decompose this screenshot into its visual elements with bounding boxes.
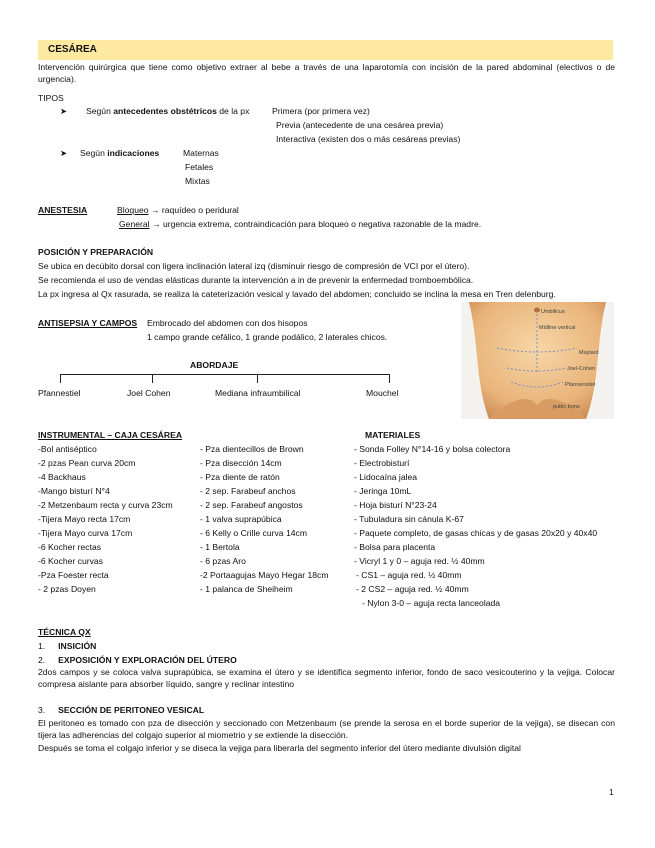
- tecnica-step2-text: 2dos campos y se coloca valva suprapúbica, se examina el útero y se identifica segmento inferior, fondo de saco vesicouterino y la vejiga. Colocar compresa aislante para absorber líquido, sangre y reclinar intestino: [38, 667, 615, 689]
- anestesia-title: ANESTESIA: [38, 205, 88, 215]
- abordaje-tick: [60, 374, 61, 383]
- figure-label: Maylard: [579, 350, 599, 356]
- abordaje-tick: [389, 374, 390, 383]
- abordaje-title: ABORDAJE: [190, 360, 239, 370]
- abordaje-item: Pfannestiel: [38, 388, 81, 398]
- tipos-row2-item: Fetales: [185, 162, 214, 172]
- tipos-row1-item: Primera (por primera vez): [272, 106, 370, 116]
- tipos-row2-item: Maternas: [183, 148, 219, 158]
- abordaje-item: Joel Cohen: [127, 388, 171, 398]
- material-item: - Jeringa 10mL: [354, 486, 412, 496]
- materiales-title: MATERIALES: [365, 430, 421, 440]
- antisepsia-line: Embrocado del abdomen con dos hisopos: [147, 318, 308, 328]
- tecnica-step: 3. SECCIÓN DE PERITONEO VESICAL: [38, 705, 205, 715]
- tecnica-step3-text2: Después se toma el colgajo inferior y se diseca la vejiga para liberarla del segmento inferior del útero mediante divulsión digital: [38, 743, 521, 753]
- tipos-row1-heading: Según antecedentes obstétricos de la px: [86, 106, 250, 116]
- material-item: - Lidocaína jalea: [354, 472, 418, 482]
- material-item: - CS1 – aguja red. ½ 40mm: [356, 570, 462, 580]
- figure-label: Joel-Cohen: [567, 366, 596, 372]
- figure-label: Midline vertical: [539, 325, 576, 331]
- instrumental-item: -Bol antiséptico: [38, 444, 97, 454]
- material-item: - 2 CS2 – aguja red. ½ 40mm: [356, 584, 469, 594]
- instrumental-item: - 6 Kelly o Crille curva 14cm: [200, 528, 307, 538]
- instrumental-item: -6 Kocher rectas: [38, 542, 102, 552]
- instrumental-item: -Pza Foester recta: [38, 570, 109, 580]
- instrumental-item: -2 Metzenbaum recta y curva 23cm: [38, 500, 173, 510]
- figure-label: Umbilicus: [541, 309, 565, 315]
- tipos-row1-item: Interactiva (existen dos o más cesáreas previas): [276, 134, 461, 144]
- material-item: - Electrobisturí: [354, 458, 410, 468]
- posicion-line: Se recomienda el uso de vendas elásticas durante la intervención a in de prevenir la enfermedad tromboembólica.: [38, 275, 474, 285]
- material-item: - Nylon 3-0 – aguja recta lanceolada: [362, 598, 501, 608]
- instrumental-item: -Tijera Mayo recta 17cm: [38, 514, 131, 524]
- instrumental-item: -2 pzas Pean curva 20cm: [38, 458, 136, 468]
- tecnica-step: 2. EXPOSICIÓN Y EXPLORACIÓN DEL ÚTERO: [38, 655, 237, 665]
- abordaje-tick: [152, 374, 153, 383]
- posicion-title: POSICIÓN Y PREPARACIÓN: [38, 247, 154, 257]
- tecnica-step: 1. INSICIÓN: [38, 641, 97, 651]
- instrumental-item: - 1 valva suprapúbica: [200, 514, 282, 524]
- material-item: - Bolsa para placenta: [354, 542, 436, 552]
- bullet-icon: ➤: [60, 148, 68, 158]
- abordaje-tick: [257, 374, 258, 383]
- instrumental-item: -2 Portaagujas Mayo Hegar 18cm: [200, 570, 329, 580]
- page-number: 1: [609, 787, 614, 797]
- tipos-row2-item: Mixtas: [185, 176, 210, 186]
- tipos-row2-heading: Según indicaciones: [80, 148, 160, 158]
- tecnica-title: TÉCNICA QX: [38, 627, 91, 637]
- instrumental-title: INSTRUMENTAL – CAJA CESÁREA: [38, 430, 183, 440]
- antisepsia-line: 1 campo grande cefálico, 1 grande podálico, 2 laterales chicos.: [147, 332, 388, 342]
- figure-label: Pfannenstiel: [565, 382, 596, 388]
- instrumental-item: -Tijera Mayo curva 17cm: [38, 528, 133, 538]
- title-banner: [38, 40, 613, 60]
- tecnica-step3-text: El peritoneo es tomado con pza de disección y seccionado con Metzenbaum (se prende la serosa en el borde superior de la vejiga), se disecan con tijera las adherencias del colgajo superior al miometrio y se extiende la disección.: [38, 718, 615, 740]
- instrumental-item: - Pza disección 14cm: [200, 458, 282, 468]
- tipos-label: TIPOS: [38, 93, 64, 103]
- antisepsia-title: ANTISEPSIA Y CAMPOS: [38, 318, 138, 328]
- abordaje-item: Mediana infraumbilical: [215, 388, 301, 398]
- anestesia-line: General → urgencia extrema, contraindicación para bloqueo o negativa razonable de la madre.: [119, 219, 482, 229]
- anestesia-line: Bloqueo → raquídeo o peridural: [117, 205, 239, 215]
- instrumental-item: - 1 Bertola: [200, 542, 240, 552]
- instrumental-item: - 2 pzas Doyen: [38, 584, 96, 594]
- instrumental-item: - 2 sep. Farabeuf angostos: [200, 500, 303, 510]
- instrumental-item: - Pza dientecillos de Brown: [200, 444, 304, 454]
- instrumental-item: - 1 palanca de Sheiheim: [200, 584, 293, 594]
- instrumental-item: - 2 sep. Farabeuf anchos: [200, 486, 296, 496]
- posicion-line: La px ingresa al Qx rasurada, se realiza la cateterización vesical y lavado del abdomen; concluido se inclina la mesa en Tren delenburg.: [38, 289, 556, 299]
- material-item: - Tubuladura sin cánula K-67: [354, 514, 464, 524]
- material-item: - Paquete completo, de gasas chicas y de gasas 20x20 y 40x40: [354, 528, 598, 538]
- abdomen-incisions-figure: [461, 302, 614, 419]
- definition-paragraph: Intervención quirúrgica que tiene como objetivo extraer al bebe a través de una laparotomía con incisión de la pared abdominal (electivos o de urgencia).: [38, 62, 615, 84]
- instrumental-item: -4 Backhaus: [38, 472, 86, 482]
- tipos-row1-item: Previa (antecedente de una cesárea previa): [276, 120, 444, 130]
- instrumental-item: -6 Kocher curvas: [38, 556, 103, 566]
- instrumental-item: -Mango bisturí N°4: [38, 486, 110, 496]
- material-item: - Sonda Folley N°14-16 y bolsa colectora: [354, 444, 511, 454]
- material-item: - Vicryl 1 y 0 – aguja red. ½ 40mm: [354, 556, 485, 566]
- figure-label: pubic bone: [553, 404, 580, 410]
- instrumental-item: - Pza diente de ratón: [200, 472, 280, 482]
- abordaje-line: [60, 374, 390, 375]
- posicion-line: Se ubica en decúbito dorsal con ligera inclinación lateral izq (disminuir riesgo de compresión de VCI por el útero).: [38, 261, 470, 271]
- abdomen-illustration: [461, 302, 614, 419]
- page-title: CESÁREA: [48, 44, 97, 55]
- abordaje-item: Mouchel: [366, 388, 399, 398]
- bullet-icon: ➤: [60, 106, 68, 116]
- instrumental-item: - 6 pzas Aro: [200, 556, 246, 566]
- material-item: - Hoja bisturí N°23-24: [354, 500, 437, 510]
